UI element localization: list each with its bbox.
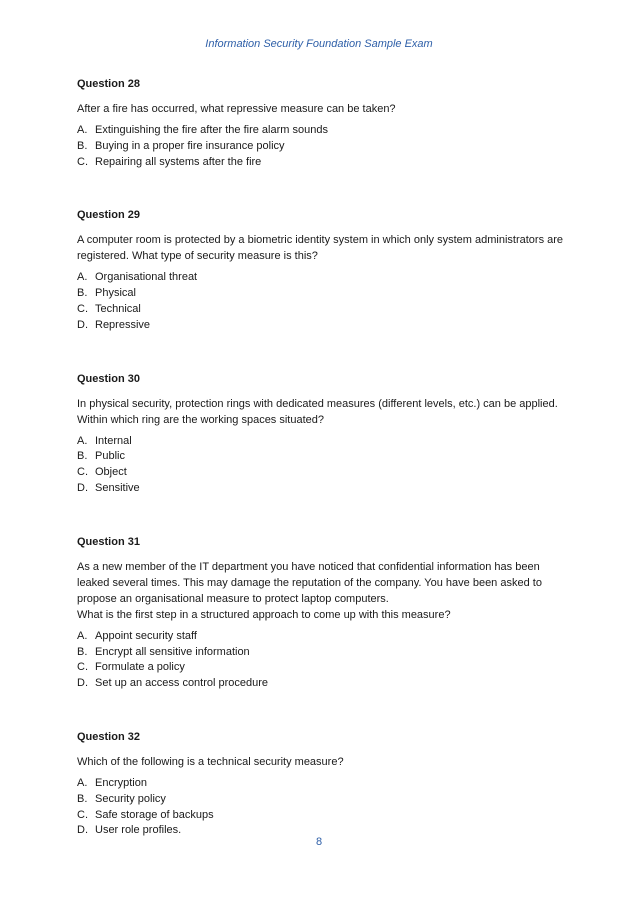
question-title: Question 30 bbox=[77, 372, 140, 385]
answer-option bbox=[77, 776, 577, 792]
option-text: Appoint security staff bbox=[95, 629, 197, 642]
questions-container bbox=[77, 77, 577, 839]
option-letter: A. bbox=[77, 271, 88, 284]
answer-option bbox=[77, 318, 577, 334]
answer-option bbox=[77, 808, 577, 824]
option-text: Encrypt all sensitive information bbox=[95, 645, 250, 658]
answer-option bbox=[77, 139, 577, 155]
question-text: In physical security, protection rings with dedicated measures (different levels, etc.) can be applied. Within which ring are the working spaces situated? bbox=[77, 397, 558, 426]
answer-option bbox=[77, 449, 577, 465]
question-title: Question 29 bbox=[77, 209, 140, 222]
answer-option bbox=[77, 481, 577, 497]
option-letter: A. bbox=[77, 434, 88, 447]
answer-option bbox=[77, 792, 577, 808]
page-header: Information Security Foundation Sample Exam bbox=[205, 38, 433, 50]
option-letter: D. bbox=[77, 318, 88, 331]
question-text: Which of the following is a technical security measure? bbox=[77, 755, 344, 768]
option-letter: C. bbox=[77, 155, 88, 168]
option-letter: B. bbox=[77, 792, 88, 805]
option-text: Security policy bbox=[95, 792, 166, 805]
answer-option bbox=[77, 629, 577, 645]
answer-option bbox=[77, 660, 577, 676]
question-29 bbox=[77, 208, 577, 333]
option-text: Repairing all systems after the fire bbox=[95, 155, 262, 168]
question-text: As a new member of the IT department you have noticed that confidential information has been leaked several times. This may damage the reputation of the company. You have been asked to propose an organisational measure to protect laptop computers. What is the first step in a structured approach to come up with this measure? bbox=[77, 560, 542, 621]
answer-option bbox=[77, 465, 577, 481]
option-text: User role profiles. bbox=[95, 824, 182, 837]
option-letter: A. bbox=[77, 776, 88, 789]
option-letter: C. bbox=[77, 466, 88, 479]
question-title: Question 28 bbox=[77, 78, 140, 90]
question-title: Question 32 bbox=[77, 730, 140, 743]
option-letter: D. bbox=[77, 677, 88, 690]
option-letter: B. bbox=[77, 450, 88, 463]
option-letter: D. bbox=[77, 481, 88, 494]
answer-option bbox=[77, 676, 577, 692]
question-28 bbox=[77, 77, 577, 170]
option-text: Sensitive bbox=[95, 481, 140, 494]
option-letter: C. bbox=[77, 661, 88, 674]
option-letter: A. bbox=[77, 124, 88, 136]
option-text: Formulate a policy bbox=[95, 661, 185, 674]
option-text: Buying in a proper fire insurance policy bbox=[95, 139, 285, 152]
option-text: Encryption bbox=[95, 776, 147, 789]
option-letter: D. bbox=[77, 824, 88, 837]
question-title: Question 31 bbox=[77, 535, 140, 548]
option-text: Safe storage of backups bbox=[95, 808, 214, 821]
option-letter: B. bbox=[77, 645, 88, 658]
answer-option bbox=[77, 302, 577, 318]
answer-option bbox=[77, 155, 577, 171]
question-30 bbox=[77, 372, 577, 497]
answer-option bbox=[77, 123, 577, 139]
option-text: Object bbox=[95, 466, 127, 479]
option-letter: B. bbox=[77, 287, 88, 300]
page-number: 8 bbox=[315, 836, 323, 848]
option-text: Repressive bbox=[95, 318, 151, 331]
option-text: Public bbox=[95, 450, 125, 463]
option-text: Internal bbox=[95, 434, 132, 447]
option-letter: A. bbox=[77, 629, 88, 642]
answer-option bbox=[77, 286, 577, 302]
option-text: Extinguishing the fire after the fire alarm sounds bbox=[95, 124, 328, 136]
answer-option bbox=[77, 434, 577, 450]
question-text: After a fire has occurred, what repressive measure can be taken? bbox=[77, 103, 396, 115]
option-letter: C. bbox=[77, 302, 88, 315]
option-text: Physical bbox=[95, 287, 136, 300]
option-text: Organisational threat bbox=[95, 271, 198, 284]
option-text: Set up an access control procedure bbox=[95, 677, 269, 690]
option-text: Technical bbox=[95, 302, 141, 315]
answer-option bbox=[77, 270, 577, 286]
option-letter: B. bbox=[77, 139, 88, 152]
answer-option bbox=[77, 645, 577, 661]
option-letter: C. bbox=[77, 808, 88, 821]
question-text: A computer room is protected by a biometric identity system in which only system administrators are registered. What type of security measure is this? bbox=[77, 234, 564, 263]
question-31 bbox=[77, 535, 577, 692]
question-32 bbox=[77, 730, 577, 839]
